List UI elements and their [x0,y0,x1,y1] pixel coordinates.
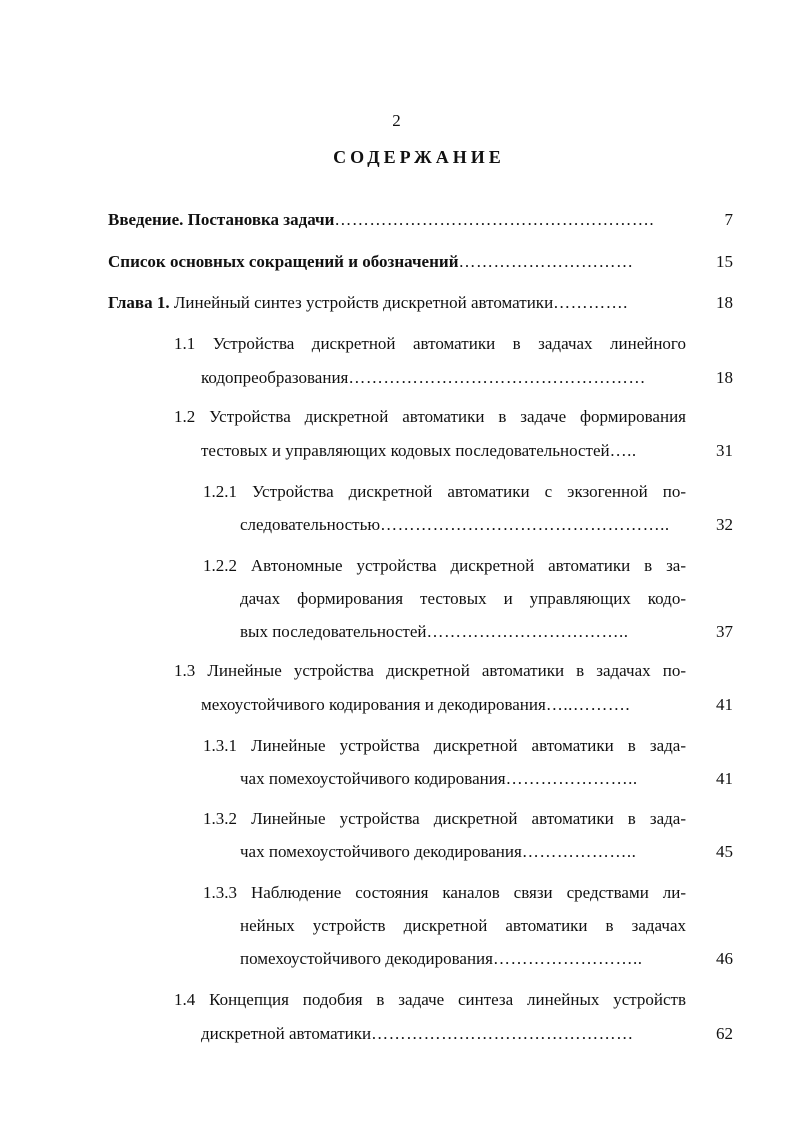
leader-dots: ……………………………………… [371,1024,634,1043]
leader-dots: …………………………………………… [348,368,646,387]
leader-dots: ……………….. [521,842,637,861]
toc-entry-1-2-2-line1: 1.2.2 Автономные устройства дискретной автоматики в за- [203,556,686,575]
toc-entry-1-3-2-line1: 1.3.2 Линейные устройства дискретной автоматики в зада- [203,809,686,828]
toc-entry-abbr-text: Список основных сокращений и обозначений [108,252,459,271]
leader-dots: ………………………………………….. [380,515,670,534]
toc-entry-1-1-line2 [201,367,646,389]
toc-entry-1-2-1-text: следовательностью [240,515,381,534]
toc-page-1-2-1: 32 [716,515,733,534]
toc-page-1-3-1: 41 [716,769,733,788]
toc-page-1-1: 18 [716,368,733,387]
toc-entry-1-2-2-line3 [240,621,628,643]
toc-entry-ch1-label: Глава 1. [108,293,170,312]
leader-dots: ………………………… [458,252,634,271]
toc-entry-intro-text: Введение. Постановка задачи [108,210,335,229]
toc-entry-1-3-2-line2 [240,841,636,863]
leader-dots: …..………. [545,695,631,714]
leader-dots: …………. [553,293,628,312]
toc-page-1-3-3: 46 [716,949,733,968]
toc-entry-1-2-2-line2: дачах формирования тестовых и управляющих кодо- [240,589,686,608]
toc-entry-1-2-2-text: вых последовательностей [240,622,427,641]
toc-entry-1-4-line1: 1.4 Концепция подобия в задаче синтеза линейных устройств [174,990,686,1009]
toc-entry-1-3-line1: 1.3 Линейные устройства дискретной автоматики в задачах по- [174,661,686,680]
toc-page-intro: 7 [724,210,733,229]
toc-entry-1-3-line2 [201,694,630,716]
toc-entry-ch1 [108,292,628,314]
toc-entry-1-3-3-text: помехоустойчивого декодирования [240,949,493,968]
toc-entry-1-4-text: дискретной автоматики [201,1024,372,1043]
toc-page-abbr: 15 [716,252,733,271]
toc-page-1-4: 62 [716,1024,733,1043]
toc-entry-1-3-3-line3 [240,948,642,970]
toc-entry-1-3-3-line2: нейных устройств дискретной автоматики в задачах [240,916,686,935]
toc-page-ch1: 18 [716,293,733,312]
toc-entry-1-2-line1: 1.2 Устройства дискретной автоматики в задаче формирования [174,407,686,426]
leader-dots: ………………….. [505,769,638,788]
toc-entry-1-2-1-line1: 1.2.1 Устройства дискретной автоматики с экзогенной по- [203,482,686,501]
toc-page-1-2: 31 [716,441,733,460]
leader-dots: …………………………….. [426,622,629,641]
toc-entry-abbr [108,251,633,273]
toc-entry-1-3-1-line1: 1.3.1 Линейные устройства дискретной автоматики в зада- [203,736,686,755]
toc-entry-1-1-text: кодопреобразования [201,368,349,387]
toc-entry-1-2-text: тестовых и управляющих кодовых последовательностей [201,441,610,460]
toc-entry-1-3-1-text: чах помехоустойчивого кодирования [240,769,506,788]
leader-dots: …………………….. [492,949,643,968]
toc-entry-1-3-2-text: чах помехоустойчивого декодирования [240,842,522,861]
toc-entry-1-2-line2 [201,440,637,462]
toc-page-1-3-2: 45 [716,842,733,861]
toc-entry-1-3-text: мехоустойчивого кодирования и декодирования [201,695,546,714]
toc-entry-1-2-1-line2 [240,514,670,536]
leader-dots: ………………………………………………. [334,210,655,229]
toc-page-1-2-2: 37 [716,622,733,641]
toc-entry-intro [108,209,654,231]
toc-entry-1-3-1-line2 [240,768,638,790]
leader-dots: ….. [609,441,637,460]
toc-entry-1-4-line2 [201,1023,634,1045]
toc-entry-ch1-text: Линейный синтез устройств дискретной автоматики [169,293,554,312]
toc-entry-1-3-3-line1: 1.3.3 Наблюдение состояния каналов связи средствами ли- [203,883,686,902]
toc-title: СОДЕРЖАНИЕ [333,147,505,167]
page-number: 2 [392,111,401,130]
toc-page-1-3: 41 [716,695,733,714]
toc-entry-1-1-line1: 1.1 Устройства дискретной автоматики в задачах линейного [174,334,686,353]
